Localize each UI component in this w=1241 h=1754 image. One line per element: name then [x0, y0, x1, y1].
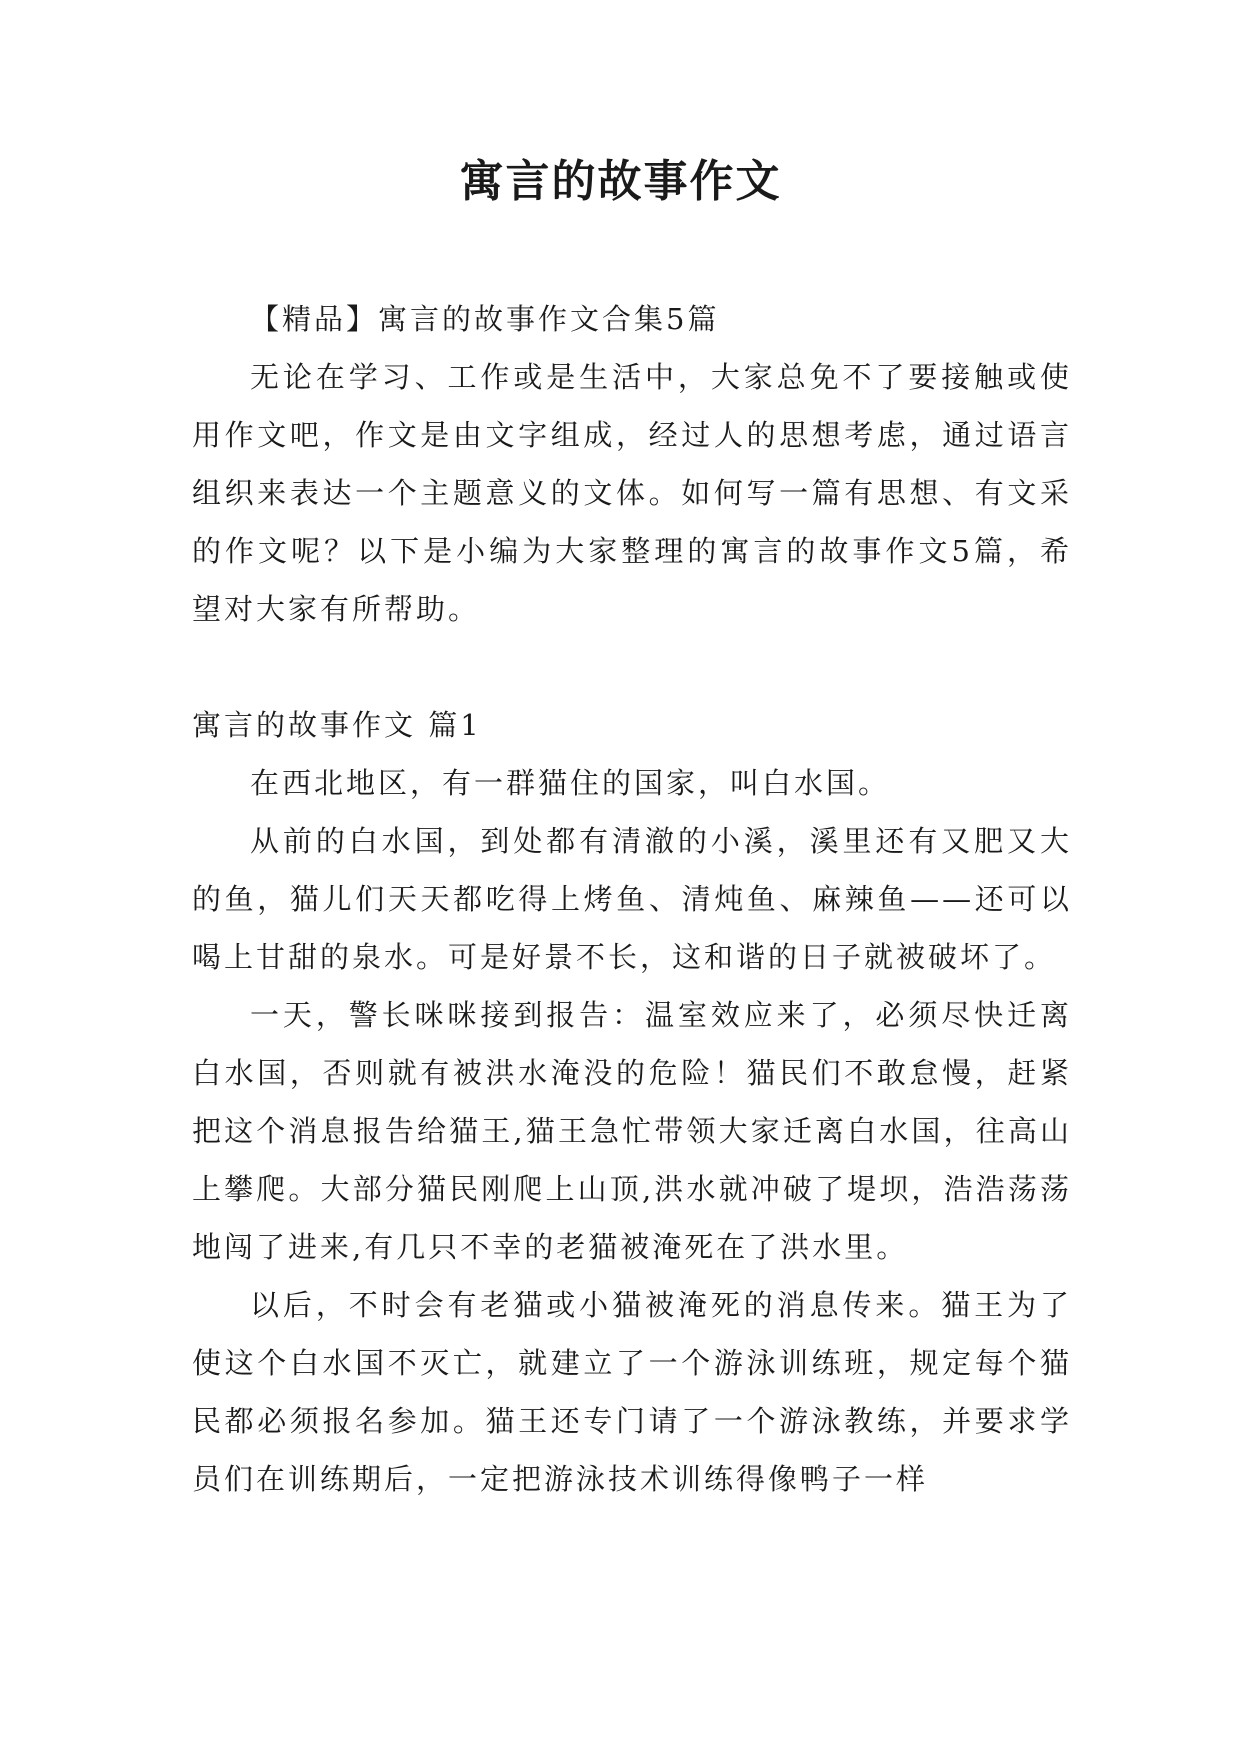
section-paragraph: 一天，警长咪咪接到报告：温室效应来了，必须尽快迁离白水国，否则就有被洪水淹没的危险！猫民们不敢怠慢，赶紧把这个消息报告给猫王,猫王急忙带领大家迁离白水国，往高山上攀爬。大部分猫民刚爬上山顶,洪水就冲破了堤坝，浩浩荡荡地闯了进来,有几只不幸的老猫被淹死在了洪水里。 — [192, 998, 1072, 1264]
intro-paragraph: 无论在学习、工作或是生活中，大家总免不了要接触或使用作文吧，作文是由文字组成，经过人的思想考虑，通过语言组织来表达一个主题意义的文体。如何写一篇有思想、有文采的作文呢？以下是小编为大家整理的寓言的故事作文5篇，希望对大家有所帮助。 — [192, 360, 1072, 626]
section-heading: 寓言的故事作文 篇1 — [192, 708, 482, 742]
document-subtitle: 【精品】寓言的故事作文合集5篇 — [250, 302, 720, 336]
section-paragraph: 从前的白水国，到处都有清澈的小溪，溪里还有又肥又大的鱼，猫儿们天天都吃得上烤鱼、清炖鱼、麻辣鱼——还可以喝上甘甜的泉水。可是好景不长，这和谐的日子就被破坏了。 — [192, 824, 1072, 974]
section-paragraph: 以后，不时会有老猫或小猫被淹死的消息传来。猫王为了使这个白水国不灭亡，就建立了一个游泳训练班，规定每个猫民都必须报名参加。猫王还专门请了一个游泳教练，并要求学员们在训练期后，一定把游泳技术训练得像鸭子一样 — [192, 1288, 1072, 1496]
section-paragraph: 在西北地区，有一群猫住的国家，叫白水国。 — [250, 766, 891, 800]
document-body — [192, 290, 1072, 1508]
document-title: 寓言的故事作文 — [459, 156, 782, 207]
